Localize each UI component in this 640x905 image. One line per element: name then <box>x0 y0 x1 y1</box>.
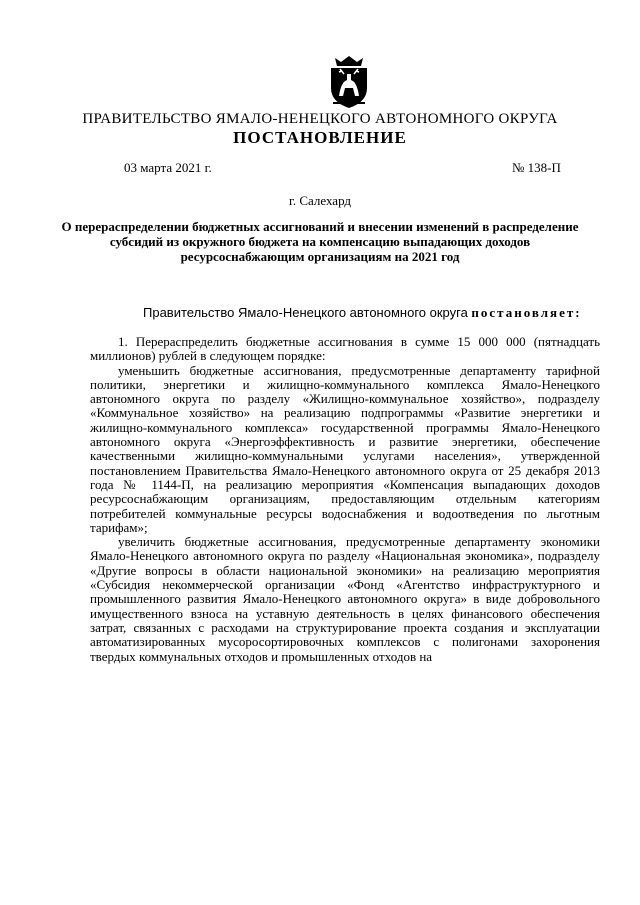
preamble-emphasis: постановляет: <box>471 305 582 320</box>
document-city: г. Салехард <box>288 193 352 208</box>
preamble <box>143 305 582 321</box>
paragraph: 1. Перераспределить бюджетные ассигнования в сумме 15 000 000 (пятнадцать миллионов) рублей в следующем порядке: <box>90 334 600 364</box>
document-body <box>90 335 600 664</box>
paragraph: увеличить бюджетные ассигнования, предусмотренные департаменту экономики Ямало-Ненецкого автономного округа по разделу «Национальная экономика», подразделу «Другие вопросы в области национальной экономики» на реализацию мероприятия «Субсидия некоммерческой организации «Фонд «Агентство инфраструктурного и промышленного развития Ямало-Ненецкого автономного округа» в виде добровольного имущественного взноса на уставную деятельность в целях финансового обеспечения затрат, связанных с расходами на структурирование проекта создания и эксплуатации автоматизированных мусоросортировочных комплексов с полигонами захоронения твердых коммунальных отходов и промышленных отходов на <box>90 534 600 664</box>
coat-of-arms-icon <box>325 52 373 110</box>
document-date: 03 марта 2021 г. <box>124 160 212 175</box>
organization-name: ПРАВИТЕЛЬСТВО ЯМАЛО-НЕНЕЦКОГО АВТОНОМНОГО ОКРУГА <box>82 111 558 127</box>
document-type: ПОСТАНОВЛЕНИЕ <box>233 128 407 147</box>
document-number: № 138-П <box>512 160 561 175</box>
preamble-text: Правительство Ямало-Ненецкого автономного округа <box>143 305 472 320</box>
paragraph: уменьшить бюджетные ассигнования, предусмотренные департаменту тарифной политики, энергетики и жилищно-коммунального комплекса Ямало-Ненецкого автономного округа по разделу «Жилищно-коммунальное хозяйство», подразделу «Коммунальное хозяйство» на реализацию подпрограммы «Развитие энергетики и жилищно-коммунального комплекса» государственной программы Ямало-Ненецкого автономного округа «Энергоэффективность и развитие энергетики, обеспечение качественными жилищно-коммунальными услугами населения», утвержденной постановлением Правительства Ямало-Ненецкого автономного округа от 25 декабря 2013 года № 1144-П, на реализацию мероприятия «Компенсация выпадающих доходов ресурсоснабжающим организациям, предоставляющим отдельным категориям потребителей коммунальные ресурсы водоснабжения и водоотведения по льготным тарифам»; <box>90 362 600 535</box>
document-title: О перераспределении бюджетных ассигнований и внесении изменений в распределение субсидий из окружного бюджета на компенсацию выпадающих доходов ресурсоснабжающим организациям на 2021 год <box>61 219 579 264</box>
